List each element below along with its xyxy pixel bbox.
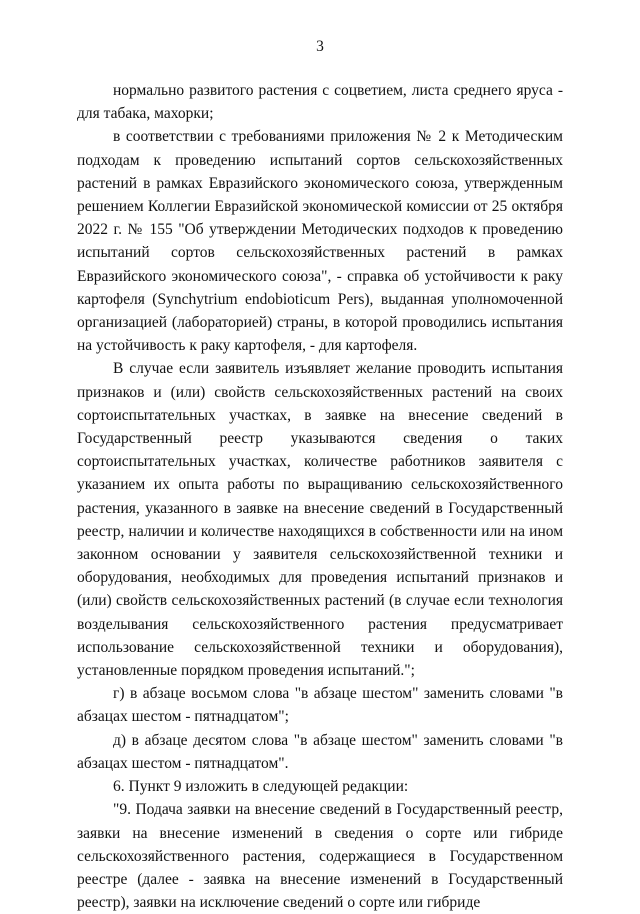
paragraph-2: в соответствии с требованиями приложения № 2 к Методическим подходам к проведению испытаний сортов сельскохозяйственных растений в рамках Евразийского экономического союза, утвержденным решением Коллегии Евразийской экономической комиссии от 25 октября 2022 г. № 155 "Об утверждении Методических подходов к проведению испытаний сортов сельскохозяйственных растений в рамках Евразийского экономического союза", - справка об устойчивости к раку картофеля (Synchytrium endobioticum Pers), выданная уполномоченной организацией (лабораторией) страны, в которой проводились испытания на устойчивость к раку картофеля, - для картофеля. <box>77 128 563 355</box>
paragraph-1: нормально развитого растения с соцветием, листа среднего яруса - для табака, махорки; <box>77 82 563 123</box>
paragraph-4: г) в абзаце восьмом слова "в абзаце шестом" заменить словами "в абзацах шестом - пятнадцатом"; <box>77 685 563 726</box>
paragraph-6: 6. Пункт 9 изложить в следующей редакции: <box>113 778 409 796</box>
body-text <box>77 79 563 914</box>
paragraph-5: д) в абзаце десятом слова "в абзаце шестом" заменить словами "в абзацах шестом - пятнадцатом". <box>77 731 563 772</box>
paragraph-3: В случае если заявитель изъявляет желание проводить испытания признаков и (или) свойств сельскохозяйственных растений на своих сортоиспытательных участках, в заявке на внесение сведений в Государственный реестр указываются сведения о таких сортоиспытательных участках, количестве работников заявителя с указанием их опыта работы по выращиванию сельскохозяйственного растения, указанного в заявке на внесение сведений в Государственный реестр, наличии и количестве находящихся в собственности или на ином законном основании у заявителя сельскохозяйственной техники и оборудования, необходимых для проведения испытаний признаков и (или) свойств сельскохозяйственных растений (в случае если технология возделывания сельскохозяйственного растения предусматривает использование сельскохозяйственной техники и оборудования), установленные порядком проведения испытаний."; <box>77 360 563 680</box>
paragraph-7: "9. Подача заявки на внесение сведений в Государственный реестр, заявки на внесение изменений в сведения о сорте или гибриде сельскохозяйственного растения, содержащиеся в Государственном реестре (далее - заявка на внесение изменений в Государственный реестр), заявки на исключение сведений о сорте или гибриде <box>77 801 563 912</box>
page-number: 3 <box>316 38 324 55</box>
